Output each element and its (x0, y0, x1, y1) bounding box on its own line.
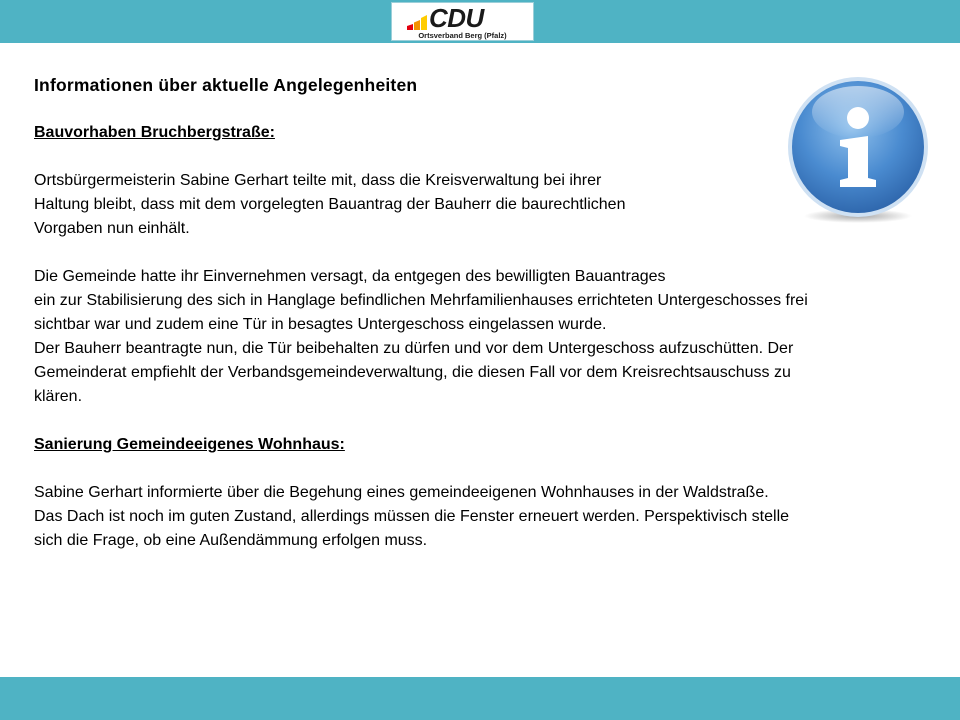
logo-bars-icon (407, 12, 429, 30)
text-line: Haltung bleibt, dass mit dem vorgelegten Bauantrag der Bauherr die baurechtlichen (34, 196, 626, 213)
text-line: Sabine Gerhart informierte über die Begehung eines gemeindeeigenen Wohnhauses in der Waldstraße. (34, 484, 769, 501)
cdu-logo (391, 2, 534, 41)
text-line: sichtbar war und zudem eine Tür in besagtes Untergeschoss eingelassen wurde. (34, 316, 607, 333)
text-line: sich die Frage, ob eine Außendämmung erfolgen muss. (34, 532, 428, 549)
text-line: ein zur Stabilisierung des sich in Hanglage befindlichen Mehrfamilienhauses errichteten Untergeschosses frei (34, 292, 808, 309)
logo-subtitle: Ortsverband Berg (Pfalz) (418, 31, 507, 40)
bottom-band (0, 677, 960, 720)
text-line: Ortsbürgermeisterin Sabine Gerhart teilte mit, dass die Kreisverwaltung bei ihrer (34, 172, 602, 189)
logo-wordmark: CDU (429, 3, 484, 33)
text-line: Vorgaben nun einhält. (34, 220, 190, 237)
text-line: Der Bauherr beantragte nun, die Tür beibehalten zu dürfen und vor dem Untergeschoss aufzuschütten. Der (34, 340, 794, 357)
text-line: Gemeinderat empfiehlt der Verbandsgemeindeverwaltung, die diesen Fall vor dem Kreisrechtsauschuss zu (34, 364, 791, 381)
text-line: klären. (34, 388, 83, 405)
text-line: Die Gemeinde hatte ihr Einvernehmen versagt, da entgegen des bewilligten Bauantrages (34, 268, 666, 285)
text-line: Das Dach ist noch im guten Zustand, allerdings müssen die Fenster erneuert werden. Perspektivisch stelle (34, 508, 790, 525)
section-heading-bauvorhaben: Bauvorhaben Bruchbergstraße: (34, 124, 275, 141)
paragraph (34, 481, 944, 553)
paragraph (34, 265, 944, 409)
page-title: Informationen über aktuelle Angelegenheiten (34, 75, 418, 95)
info-icon (784, 74, 932, 224)
section-heading-sanierung: Sanierung Gemeindeeigenes Wohnhaus: (34, 436, 345, 453)
